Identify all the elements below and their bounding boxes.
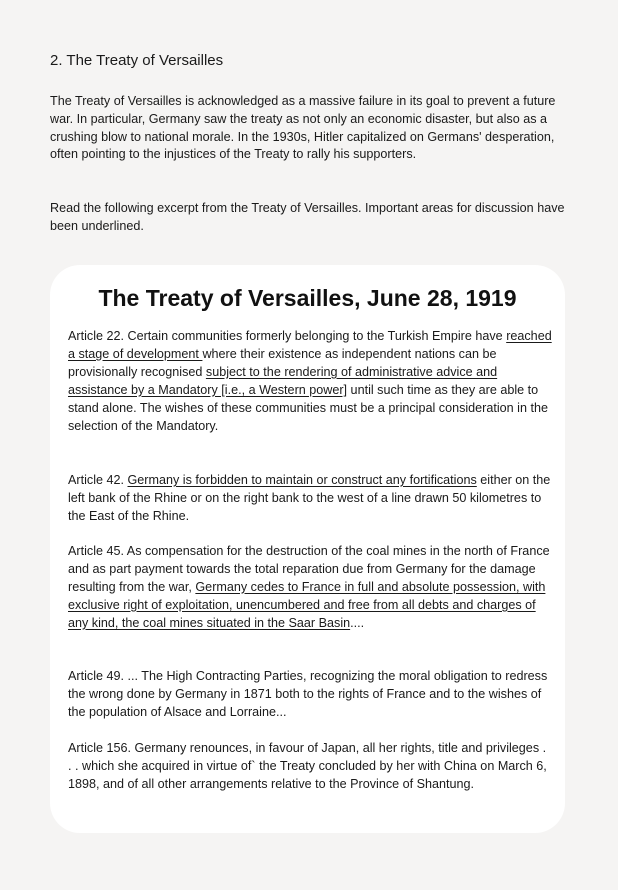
article-156: Article 156. Germany renounces, in favour of Japan, all her rights, title and privileges . . . which she acquired in virtue of` the Treaty concluded by her with China on March 6, 1898, and of all other arrangements relative to the Province of Shantung.	[68, 741, 547, 791]
treaty-excerpt-card	[50, 265, 565, 833]
article-42-text-1: Article 42.	[68, 473, 128, 487]
article-45-text-1: Article 45. As compensation for the destruction of the coal mines in the north of France and as part payment towards the total reparation due from Germany for the damage resulting from the war,	[68, 544, 550, 594]
article-49: Article 49. ... The High Contracting Parties, recognizing the moral obligation to redress the wrong done by Germany in 1871 both to the rights of France and to the wishes of the population of Alsace and Lorraine...	[68, 669, 548, 719]
article-42-text-2: either on the left bank of the Rhine or on the right bank to the west of a line drawn 50 kilometres to the East of the Rhine.	[68, 473, 551, 523]
article-22-text-3: until such time as they are able to stand alone. The wishes of these communities must be a principal consideration in the selection of the Mandatory.	[68, 382, 548, 433]
article-22-underlined-1: reached a stage of development	[68, 329, 552, 361]
article-42	[68, 472, 553, 526]
article-22	[68, 328, 553, 435]
article-22-underlined-2: subject to the rendering of administrative advice and assistance by a Mandatory [i.e., a Western power]	[68, 364, 498, 397]
article-22-text-2: where their existence as independent nations can be provisionally recognised	[68, 346, 497, 379]
article-45	[68, 543, 553, 633]
article-45-text-2: ....	[350, 615, 365, 630]
instructions-paragraph: Read the following excerpt from the Treaty of Versailles. Important areas for discussion have been underlined.	[50, 201, 565, 233]
article-45-underlined-1: Germany cedes to France in full and absolute possession, with exclusive right of exploitation, unencumbered and free from all debts and charges of any kind, the coal mines situated in the Saar Basin	[68, 579, 546, 630]
excerpt-title: The Treaty of Versailles, June 28, 1919	[98, 285, 517, 311]
intro-paragraph: The Treaty of Versailles is acknowledged as a massive failure in its goal to prevent a future war. In particular, Germany saw the treaty as not only an economic disaster, but also as a crushing blow to national morale. In the 1930s, Hitler capitalized on Germans' desperation, often pointing to the injustices of the Treaty to rally his supporters.	[50, 94, 556, 162]
article-22-text-1: Article 22. Certain communities formerly belonging to the Turkish Empire have	[68, 329, 507, 343]
section-heading: 2. The Treaty of Versailles	[50, 52, 224, 69]
article-42-underlined-1: Germany is forbidden to maintain or construct any fortifications	[127, 473, 477, 487]
